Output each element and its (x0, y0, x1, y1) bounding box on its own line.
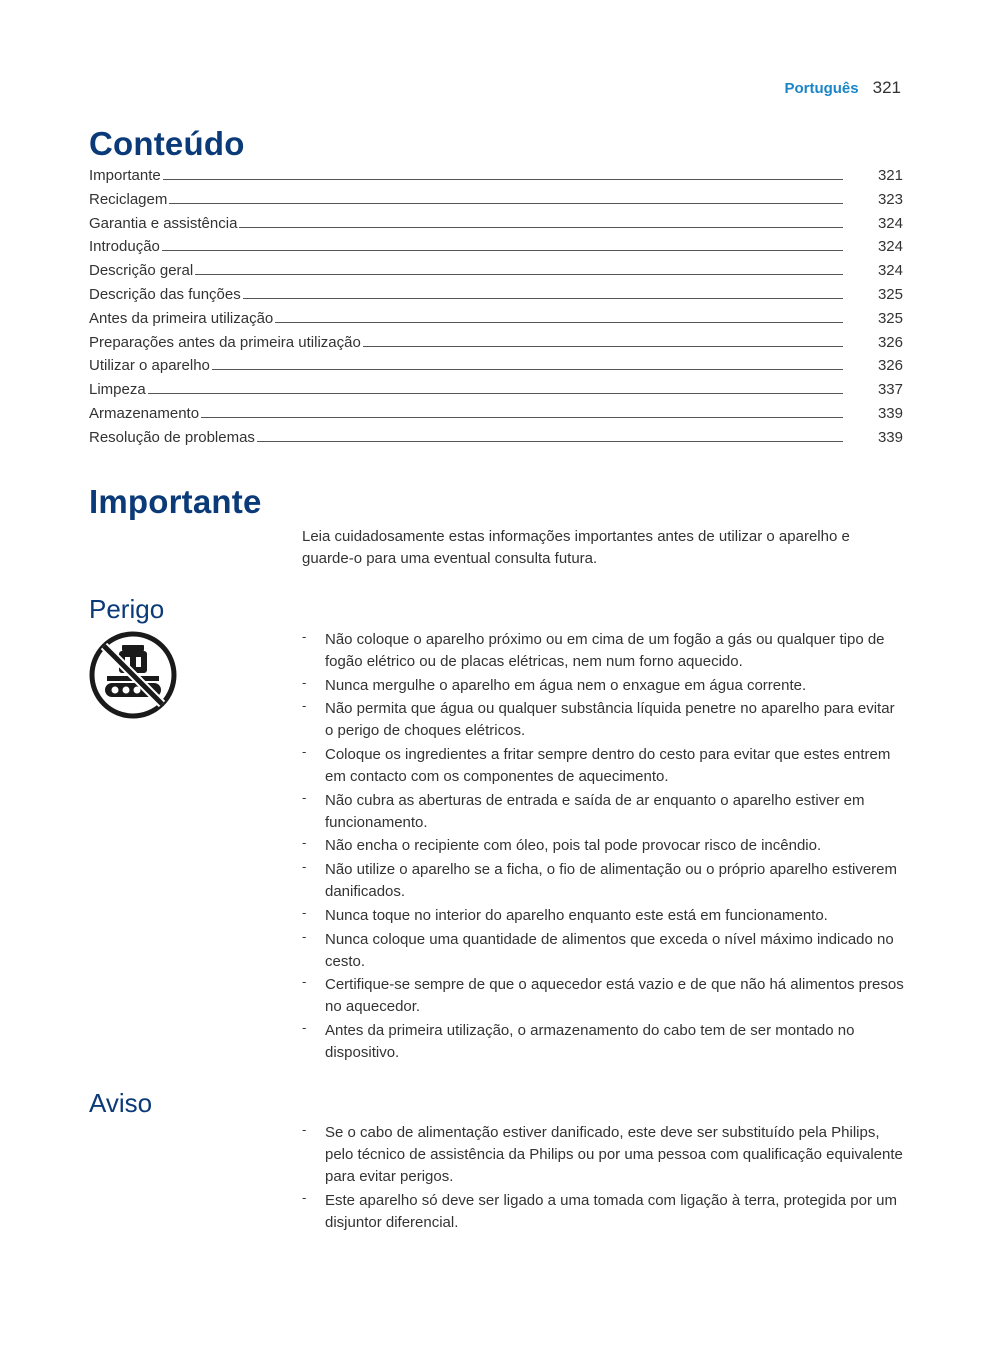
toc-entry[interactable] (89, 262, 903, 286)
toc-entry-page: 324 (877, 214, 903, 232)
list-item: - Coloque os ingredientes a fritar sempre dentro do cesto para evitar que estes entrem em contacto com os componentes de aquecimento. (302, 744, 907, 788)
list-item: - Não utilize o aparelho se a ficha, o fio de alimentação ou o próprio aparelho estiverem danificados. (302, 859, 907, 903)
toc-entry-page: 337 (877, 381, 903, 399)
bullet-dash: - (302, 904, 307, 920)
toc-entry[interactable] (89, 167, 903, 191)
bullet-dash: - (302, 1019, 307, 1035)
no-immersion-icon (89, 631, 177, 719)
bullet-dash: - (302, 859, 307, 875)
toc-entry[interactable] (89, 310, 903, 334)
toc-entry-label: Utilizar o aparelho (89, 357, 210, 375)
toc-entry[interactable] (89, 429, 903, 453)
toc-entry-label: Preparações antes da primeira utilização (89, 333, 361, 351)
toc-entry-label: Armazenamento (89, 404, 200, 422)
toc-entry[interactable] (89, 381, 903, 405)
table-of-contents (89, 167, 903, 453)
danger-title: Perigo (89, 594, 165, 624)
list-item: - Nunca mergulhe o aparelho em água nem o enxague em água corrente. (302, 675, 907, 697)
toc-entry[interactable] (89, 238, 903, 262)
warning-list (302, 1122, 907, 1235)
toc-entry-label: Descrição das funções (89, 285, 241, 303)
bullet-dash: - (302, 835, 307, 851)
bullet-dash: - (302, 674, 307, 690)
toc-entry-page: 326 (877, 333, 903, 351)
bullet-dash: - (302, 698, 307, 714)
language-label: Português (784, 80, 859, 97)
toc-entry-label: Garantia e assistência (89, 214, 238, 232)
toc-entry[interactable] (89, 357, 903, 381)
list-item: - Não cubra as aberturas de entrada e saída de ar enquanto o aparelho estiver em funcionamento. (302, 790, 907, 834)
toc-entry-label: Reciclagem (89, 190, 168, 208)
toc-entry[interactable] (89, 334, 903, 358)
toc-entry[interactable] (89, 215, 903, 239)
toc-entry-page: 323 (877, 190, 903, 208)
toc-entry-label: Antes da primeira utilização (89, 309, 274, 327)
page-header (784, 78, 901, 98)
list-item: - Se o cabo de alimentação estiver danificado, este deve ser substituído pela Philips, pelo técnico de assistência da Philips ou por uma pessoa com qualificação equivalente para evitar perigos. (302, 1122, 907, 1188)
toc-entry-label: Importante (89, 167, 161, 184)
bullet-dash: - (302, 928, 307, 944)
list-item: - Nunca toque no interior do aparelho enquanto este está em funcionamento. (302, 905, 907, 927)
toc-title: Conteúdo (89, 125, 245, 162)
list-item: - Certifique-se sempre de que o aquecedor está vazio e de que não há alimentos presos no aquecedor. (302, 974, 907, 1018)
list-item: - Este aparelho só deve ser ligado a uma tomada com ligação à terra, protegida por um disjuntor diferencial. (302, 1190, 907, 1234)
bullet-dash: - (302, 1122, 307, 1137)
toc-entry-label: Introdução (89, 238, 160, 256)
toc-entry-page: 325 (877, 309, 903, 327)
bullet-dash: - (302, 974, 307, 990)
page-number: 321 (872, 78, 901, 97)
important-intro: Leia cuidadosamente estas informações importantes antes de utilizar o aparelho e guarde-o para uma eventual consulta futura. (302, 528, 850, 567)
toc-entry[interactable] (89, 286, 903, 310)
bullet-dash: - (302, 744, 307, 760)
danger-list (302, 629, 907, 1066)
list-item: - Não encha o recipiente com óleo, pois tal pode provocar risco de incêndio. (302, 835, 907, 857)
toc-entry-page: 326 (877, 357, 903, 375)
toc-entry[interactable] (89, 405, 903, 429)
important-title: Importante (89, 483, 262, 520)
list-item: - Nunca coloque uma quantidade de alimentos que exceda o nível máximo indicado no cesto. (302, 929, 907, 973)
list-item: - Antes da primeira utilização, o armazenamento do cabo tem de ser montado no dispositivo. (302, 1020, 907, 1064)
toc-entry-label: Resolução de problemas (89, 428, 255, 446)
list-item: - Não coloque o aparelho próximo ou em cima de um fogão a gás ou qualquer tipo de fogão elétrico ou de placas elétricas, nem num forno aquecido. (302, 629, 907, 673)
warning-title: Aviso (89, 1088, 153, 1118)
toc-entry-page: 324 (877, 238, 903, 256)
toc-entry-page: 339 (877, 428, 903, 446)
bullet-dash: - (302, 1189, 307, 1205)
toc-entry-page: 324 (877, 262, 903, 280)
toc-entry-page: 325 (877, 285, 903, 303)
bullet-dash: - (302, 789, 307, 805)
toc-entry-page: 339 (877, 404, 903, 422)
toc-entry-label: Descrição geral (89, 262, 194, 280)
bullet-dash: - (302, 629, 307, 644)
list-item: - Não permita que água ou qualquer substância líquida penetre no aparelho para evitar o perigo de choques elétricos. (302, 698, 907, 742)
toc-entry-page: 321 (877, 167, 903, 184)
toc-entry[interactable] (89, 191, 903, 215)
toc-entry-label: Limpeza (89, 381, 146, 399)
